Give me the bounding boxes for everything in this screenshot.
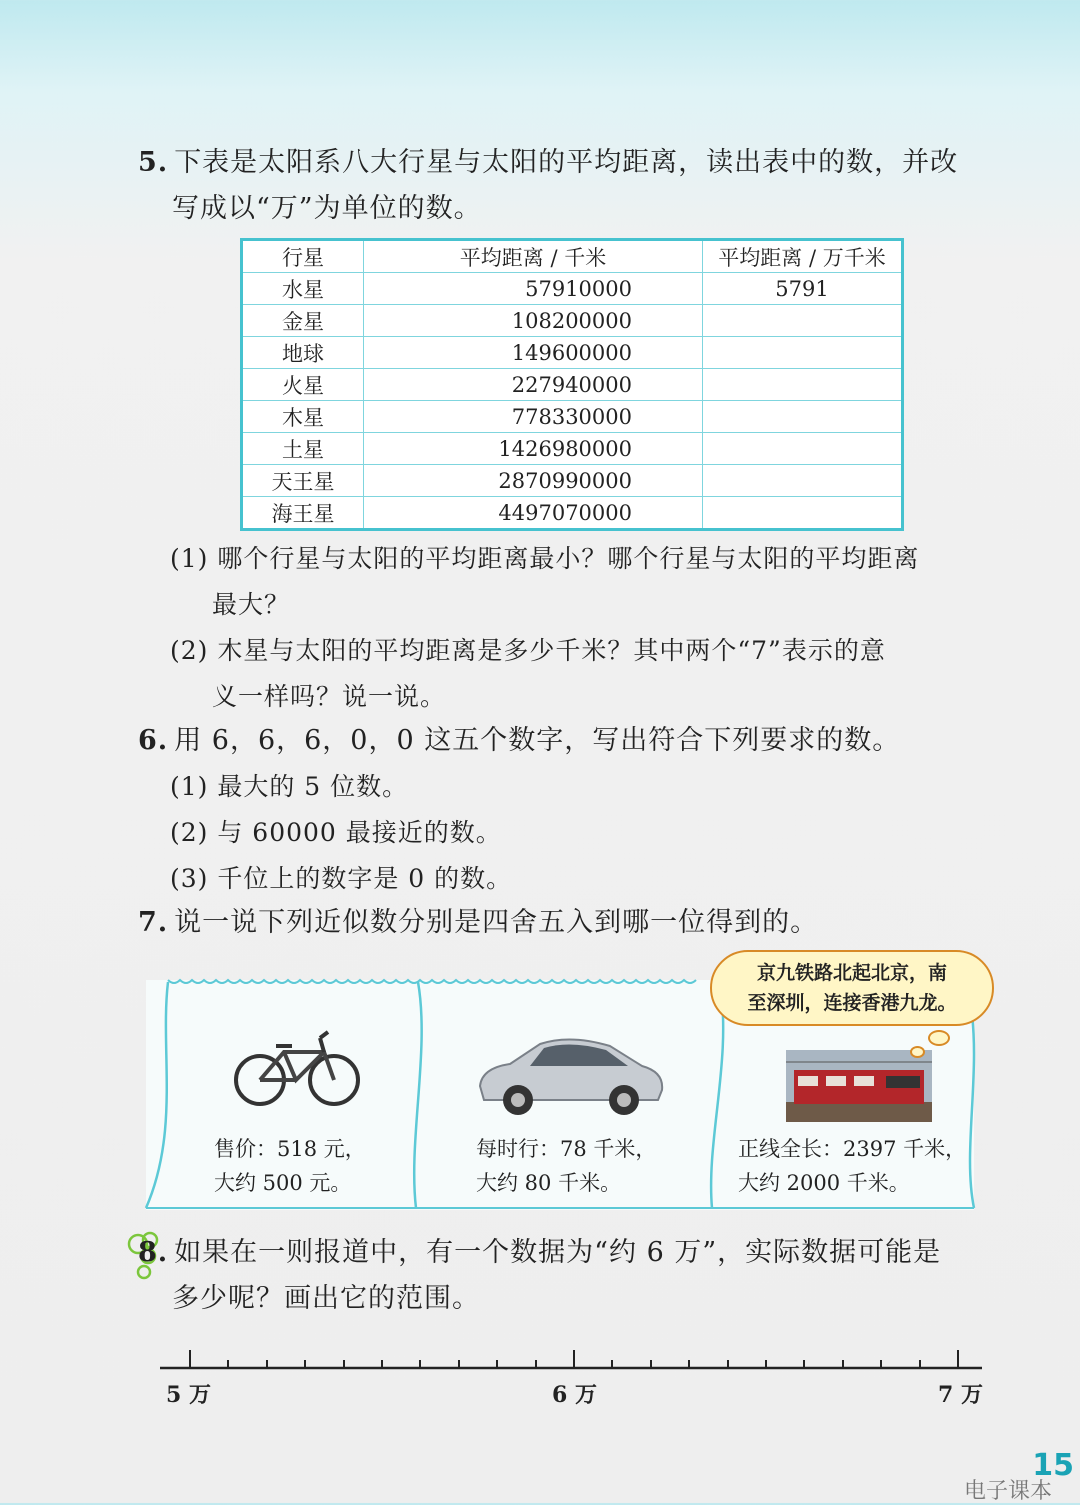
bike-caption — [214, 1132, 366, 1200]
distance-wan-km — [703, 433, 903, 465]
planet-name: 海王星 — [242, 497, 364, 530]
distance-km: 149600000 — [364, 337, 703, 369]
q5-sub2-line1: (2) 木星与太阳的平均距离是多少千米？其中两个“7”表示的意 — [170, 636, 886, 665]
train-approx-line: 大约 2000 千米。 — [738, 1171, 910, 1195]
table-row — [242, 305, 903, 337]
q6-sub2: (2) 与 60000 最接近的数。 — [170, 818, 502, 847]
car-speed-line: 每时行：78 千米， — [476, 1137, 657, 1161]
table-row — [242, 401, 903, 433]
bicycle-icon — [232, 1028, 362, 1108]
header-distance-wan-km: 平均距离 / 万千米 — [703, 240, 903, 273]
q7-number: 7. — [138, 907, 169, 938]
q5-sub1-line1: (1) 哪个行星与太阳的平均距离最小？哪个行星与太阳的平均距离 — [170, 544, 920, 573]
distance-km: 2870990000 — [364, 465, 703, 497]
train-photo — [786, 1050, 932, 1122]
distance-wan-km — [703, 465, 903, 497]
tick-label-7wan: 7 万 — [938, 1382, 983, 1408]
planet-name: 地球 — [242, 337, 364, 369]
distance-wan-km — [703, 401, 903, 433]
thought-bubble — [710, 950, 994, 1026]
distance-wan-km — [703, 337, 903, 369]
q6-sub3: (3) 千位上的数字是 0 的数。 — [170, 864, 513, 893]
distance-wan-km — [703, 369, 903, 401]
planet-name: 土星 — [242, 433, 364, 465]
bubble-dot — [928, 1030, 950, 1046]
number-line — [160, 1346, 1000, 1376]
q8-text-line2: 多少呢？画出它的范围。 — [172, 1283, 480, 1314]
bubble-line2: 至深圳，连接香港九龙。 — [747, 992, 957, 1014]
tick-label-5wan: 5 万 — [166, 1382, 211, 1408]
planet-name: 天王星 — [242, 465, 364, 497]
bike-approx-line: 大约 500 元。 — [214, 1171, 352, 1195]
header-distance-km: 平均距离 / 千米 — [364, 240, 703, 273]
distance-km: 1426980000 — [364, 433, 703, 465]
q5-text-line2: 写成以“万”为单位的数。 — [172, 193, 482, 224]
table-header-row — [242, 240, 903, 273]
watermark: 电子课本 — [963, 1479, 1052, 1504]
table-row — [242, 337, 903, 369]
q5-sub1-line2: 最大？ — [212, 590, 291, 619]
distance-wan-km — [703, 305, 903, 337]
distance-km: 227940000 — [364, 369, 703, 401]
distance-km: 57910000 — [364, 273, 703, 305]
bubble-dot — [910, 1046, 925, 1058]
header-planet: 行星 — [242, 240, 364, 273]
car-approx-line: 大约 80 千米。 — [476, 1171, 622, 1195]
q8-number: 8. — [138, 1237, 169, 1268]
table-row — [242, 465, 903, 497]
car-caption — [476, 1132, 656, 1200]
train-length-line: 正线全长：2397 千米， — [738, 1137, 967, 1161]
q5-line1 — [138, 140, 958, 186]
q6-line — [138, 718, 900, 764]
q7-text: 说一说下列近似数分别是四舍五入到哪一位得到的。 — [174, 907, 819, 938]
q6-sub1: (1) 最大的 5 位数。 — [170, 772, 409, 801]
table-row — [242, 433, 903, 465]
distance-wan-km — [703, 497, 903, 530]
q6-text: 用 6，6，6，0，0 这五个数字，写出符合下列要求的数。 — [174, 725, 901, 756]
train-caption — [738, 1132, 966, 1200]
page-number: 15 — [1032, 1448, 1074, 1483]
distance-km: 778330000 — [364, 401, 703, 433]
q6-number: 6. — [138, 725, 169, 756]
bubble-line1: 京九铁路北起北京，南 — [756, 962, 947, 984]
distance-wan-km: 5791 — [703, 273, 903, 305]
planet-name: 火星 — [242, 369, 364, 401]
q5-text-line1: 下表是太阳系八大行星与太阳的平均距离，读出表中的数，并改 — [174, 147, 959, 178]
planet-name: 水星 — [242, 273, 364, 305]
q5-sub2-line2: 义一样吗？说一说。 — [212, 682, 447, 711]
q8-text-line1: 如果在一则报道中，有一个数据为“约 6 万”，实际数据可能是 — [174, 1237, 942, 1268]
planet-name: 木星 — [242, 401, 364, 433]
table-row — [242, 369, 903, 401]
planet-name: 金星 — [242, 305, 364, 337]
distance-km: 4497070000 — [364, 497, 703, 530]
table-row — [242, 497, 903, 530]
table-row — [242, 273, 903, 305]
planet-distance-table — [240, 238, 904, 531]
q5-number: 5. — [138, 147, 169, 178]
tick-label-6wan: 6 万 — [552, 1382, 597, 1408]
distance-km: 108200000 — [364, 305, 703, 337]
car-icon — [470, 1028, 670, 1118]
q8-line1 — [138, 1230, 941, 1276]
bike-price-line: 售价：518 元， — [214, 1137, 366, 1161]
q7-line — [138, 900, 818, 946]
